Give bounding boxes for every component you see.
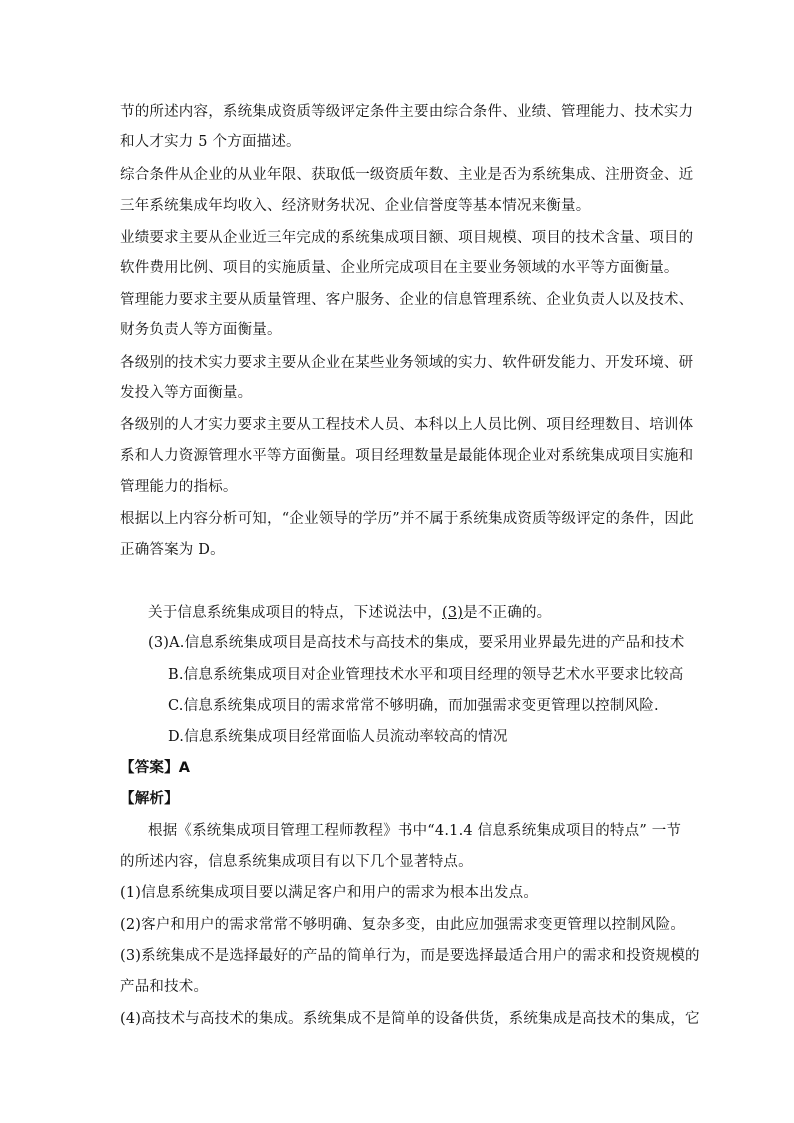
text-line: 发投入等方面衡量。	[120, 385, 253, 401]
text-line: 三年系统集成年均收入、经济财务状况、企业信誉度等基本情况来衡量。	[120, 198, 591, 214]
text-line: 各级别的技术实力要求主要从企业在某些业务领域的实力、软件研发能力、开发环境、研	[120, 355, 694, 371]
text-line: 综合条件从企业的从业年限、获取低一级资质年数、主业是否为系统集成、注册资金、近	[120, 167, 694, 183]
analysis-line: (4)高技术与高技术的集成。系统集成不是简单的设备供货，系统集成是高技术的集成，它	[120, 1011, 700, 1027]
analysis-line: 根据《系统集成项目管理工程师教程》书中“4.1.4 信息系统集成项目的特点” 一节	[148, 823, 682, 839]
text-line: 软件费用比例、项目的实施质量、企业所完成项目在主要业务领域的水平等方面衡量。	[120, 260, 679, 276]
question-stem	[148, 603, 708, 623]
text-line: 业绩要求主要从企业近三年完成的系统集成项目额、项目规模、项目的技术含量、项目的	[120, 230, 694, 246]
text-line: 系和人力资源管理水平等方面衡量。项目经理数量是最能体现企业对系统集成项目实施和	[120, 448, 694, 464]
option-a: (3)A.信息系统集成项目是高技术与高技术的集成，要采用业界最先进的产品和技术	[148, 635, 685, 651]
text-line: 节的所述内容，系统集成资质等级评定条件主要由综合条件、业绩、管理能力、技术实力	[120, 104, 694, 120]
text-line: 管理能力要求主要从质量管理、客户服务、企业的信息管理系统、企业负责人以及技术、	[120, 292, 694, 308]
question-stem-after: 是不正确的。	[463, 605, 552, 621]
question-blank: (3)	[442, 605, 464, 621]
text-line: 根据以上内容分析可知，“企业领导的学历”并不属于系统集成资质等级评定的条件，因此	[120, 511, 694, 527]
text-line: 各级别的人才实力要求主要从工程技术人员、本科以上人员比例、项目经理数目、培训体	[120, 417, 694, 433]
text-line: 和人才实力 5 个方面描述。	[120, 134, 301, 150]
option-c: C.信息系统集成项目的需求常常不够明确，而加强需求变更管理以控制风险.	[168, 698, 659, 714]
analysis-line: (1)信息系统集成项目要以满足客户和用户的需求为根本出发点。	[120, 885, 539, 901]
option-d: D.信息系统集成项目经常面临人员流动率较高的情况	[168, 729, 508, 745]
text-line: 正确答案为 D。	[120, 542, 225, 558]
analysis-line: (2)客户和用户的需求常常不够明确、复杂多变，由此应加强需求变更管理以控制风险。	[120, 917, 686, 933]
text-line: 管理能力的指标。	[120, 479, 238, 495]
analysis-line: 的所述内容，信息系统集成项目有以下几个显著特点。	[120, 854, 473, 870]
question-stem-before: 关于信息系统集成项目的特点，下述说法中，	[148, 605, 442, 621]
answer-label: 【答案】A	[120, 760, 191, 776]
analysis-line: 产品和技术。	[120, 979, 209, 995]
analysis-line: (3)系统集成不是选择最好的产品的简单行为，而是要选择最适合用户的需求和投资规模的	[120, 948, 700, 964]
analysis-label: 【解析】	[120, 791, 179, 807]
text-line: 财务负责人等方面衡量。	[120, 322, 282, 338]
option-b: B.信息系统集成项目对企业管理技术水平和项目经理的领导艺术水平要求比较高	[168, 667, 684, 683]
